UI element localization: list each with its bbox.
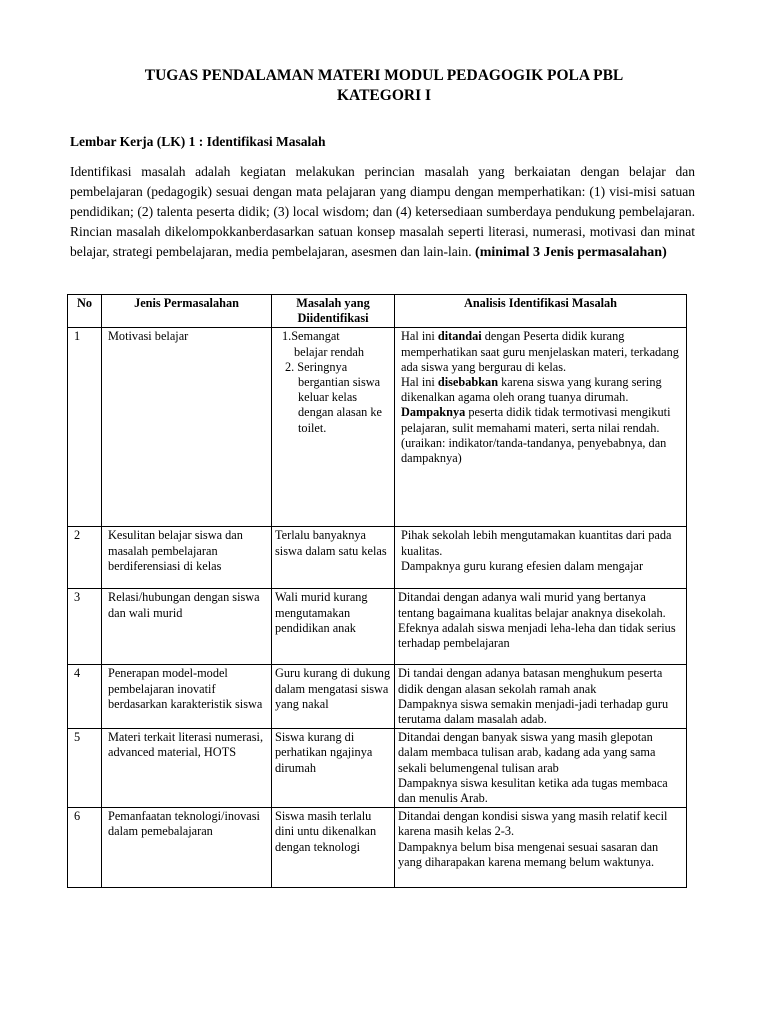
- analisis-dampak: Dampaknya belum bisa mengenai sesuai sasaran dan yang diharapakan karena memang belum waktunya.: [398, 839, 659, 869]
- row-no: 6: [68, 808, 102, 888]
- row-no: 3: [68, 589, 102, 665]
- header-masalah-line1: Masalah yang: [296, 296, 370, 310]
- analisis-instruction: (uraikan: indikator/tanda-tandanya, penyebabnya, dan dampaknya): [401, 435, 667, 466]
- table-row: [68, 589, 687, 665]
- row-jenis: Materi terkait literasi numerasi, advanced material, HOTS: [102, 729, 272, 808]
- row-jenis: Kesulitan belajar siswa dan masalah pembelajaran berdiferensiasi di kelas: [102, 527, 272, 589]
- analisis-dampak: Dampaknya peserta didik tidak termotivasi mengikuti pelajaran, sulit memahami materi, serta nilai rendah.: [401, 405, 671, 435]
- analisis-dampak: Efeknya adalah siswa menjadi leha-leha dan tidak serius terhadap pembelajaran: [398, 620, 676, 651]
- table-row: [68, 808, 687, 888]
- row-no: 1: [68, 328, 102, 527]
- masalah-item-2-cont: bergantian siswa keluar kelas dengan alasan ke toilet.: [298, 375, 382, 435]
- title-line-2: KATEGORI I: [336, 87, 432, 104]
- row-analisis: [395, 589, 687, 665]
- worksheet-subtitle: Lembar Kerja (LK) 1 : Identifikasi Masalah: [70, 134, 326, 149]
- row-no: 4: [68, 665, 102, 729]
- row-analisis: [395, 665, 687, 729]
- row-jenis: Pemanfaatan teknologi/inovasi dalam pemebalajaran: [102, 808, 272, 888]
- intro-text: Identifikasi masalah adalah kegiatan melakukan perincian masalah yang berkaiatan dengan belajar dan pembelajaran (pedagogik) sesuai dengan mata pelajaran yang diampu dengan memperhatikan: (1) visi-misi satuan pendidikan; (2) talenta peserta didik; (3) local wisdom; dan (4) ketersediaan sumberdaya pendukung pembelajaran. Rincian masalah dikelompokkanberdasarkan satuan konsep masalah seperti literasi, numerasi, motivasi dan minat belajar, strategi pembelajaran, media pembelajaran, asesmen dan lain-lain.: [70, 164, 695, 259]
- row-analisis: [395, 527, 687, 589]
- analisis-dampak: Dampaknya siswa semakin menjadi-jadi terhadap guru terutama dalam masalah adab.: [398, 696, 669, 727]
- analisis-indikator: Ditandai dengan banyak siswa yang masih glepotan dalam membaca tulisan arab, kadang ada yang sama sekali belumengenal tulisan arab: [398, 730, 656, 775]
- analisis-indikator: Di tandai dengan adanya batasan menghukum peserta didik dengan alasan sekolah ramah anak: [398, 666, 663, 696]
- document-title: [70, 66, 698, 106]
- analisis-indikator: Ditandai dengan adanya wali murid yang bertanya tentang bagaimana kualitas belajar anaknya disekolah.: [398, 590, 666, 620]
- header-jenis: Jenis Permasalahan: [102, 295, 272, 328]
- row-masalah: Guru kurang di dukung dalam mengatasi siswa yang nakal: [272, 665, 395, 729]
- analisis-indikator: Pihak sekolah lebih mengutamakan kuantitas dari pada kualitas.: [401, 528, 672, 558]
- header-no: No: [68, 295, 102, 328]
- masalah-item-1: 1.Semangat: [282, 329, 340, 344]
- row-masalah: [272, 328, 395, 527]
- header-masalah: [272, 295, 395, 328]
- row-no: 5: [68, 729, 102, 808]
- identification-table: [67, 294, 687, 888]
- analisis-dampak: Dampaknya guru kurang efesien dalam mengajar: [401, 558, 644, 573]
- row-masalah: Terlalu banyaknya siswa dalam satu kelas: [272, 527, 395, 589]
- analisis-indikator: Hal ini ditandai dengan Peserta didik kurang memperhatikan saat guru menjelaskan materi, terkadang ada siswa yang bergurau di kelas.: [401, 329, 679, 374]
- analisis-dampak: Dampaknya siswa kesulitan ketika ada tugas membaca dan menulis Arab.: [398, 775, 668, 806]
- intro-paragraph: [70, 162, 695, 263]
- intro-bold-note: (minimal 3 Jenis permasalahan): [475, 245, 667, 260]
- table-row: [68, 527, 687, 589]
- row-jenis: Motivasi belajar: [102, 328, 272, 527]
- title-line-1: TUGAS PENDALAMAN MATERI MODUL PEDAGOGIK POLA PBL: [144, 67, 624, 84]
- table-row: [68, 328, 687, 527]
- header-masalah-line2: Diidentifikasi: [297, 311, 369, 326]
- analisis-penyebab: Hal ini disebabkan karena siswa yang kurang sering dikenalkan agama oleh orang tuanya dirumah.: [401, 375, 662, 405]
- table-row: [68, 665, 687, 729]
- row-analisis: [395, 808, 687, 888]
- table-header-row: [68, 295, 687, 328]
- row-masalah: Siswa kurang di perhatikan ngajinya dirumah: [272, 729, 395, 808]
- header-analisis: Analisis Identifikasi Masalah: [395, 295, 687, 328]
- table-row: [68, 729, 687, 808]
- row-analisis: [395, 328, 687, 527]
- row-no: 2: [68, 527, 102, 589]
- masalah-item-2: 2. Seringnya: [285, 359, 348, 374]
- row-jenis: Penerapan model-model pembelajaran inovatif berdasarkan karakteristik siswa: [102, 665, 272, 729]
- row-analisis: [395, 729, 687, 808]
- masalah-item-1-cont: belajar rendah: [294, 344, 364, 359]
- analisis-indikator: Ditandai dengan kondisi siswa yang masih relatif kecil karena masih kelas 2-3.: [398, 809, 668, 839]
- row-jenis: Relasi/hubungan dengan siswa dan wali murid: [102, 589, 272, 665]
- row-masalah: Siswa masih terlalu dini untu dikenalkan dengan teknologi: [272, 808, 395, 888]
- row-masalah: Wali murid kurang mengutamakan pendidikan anak: [272, 589, 395, 665]
